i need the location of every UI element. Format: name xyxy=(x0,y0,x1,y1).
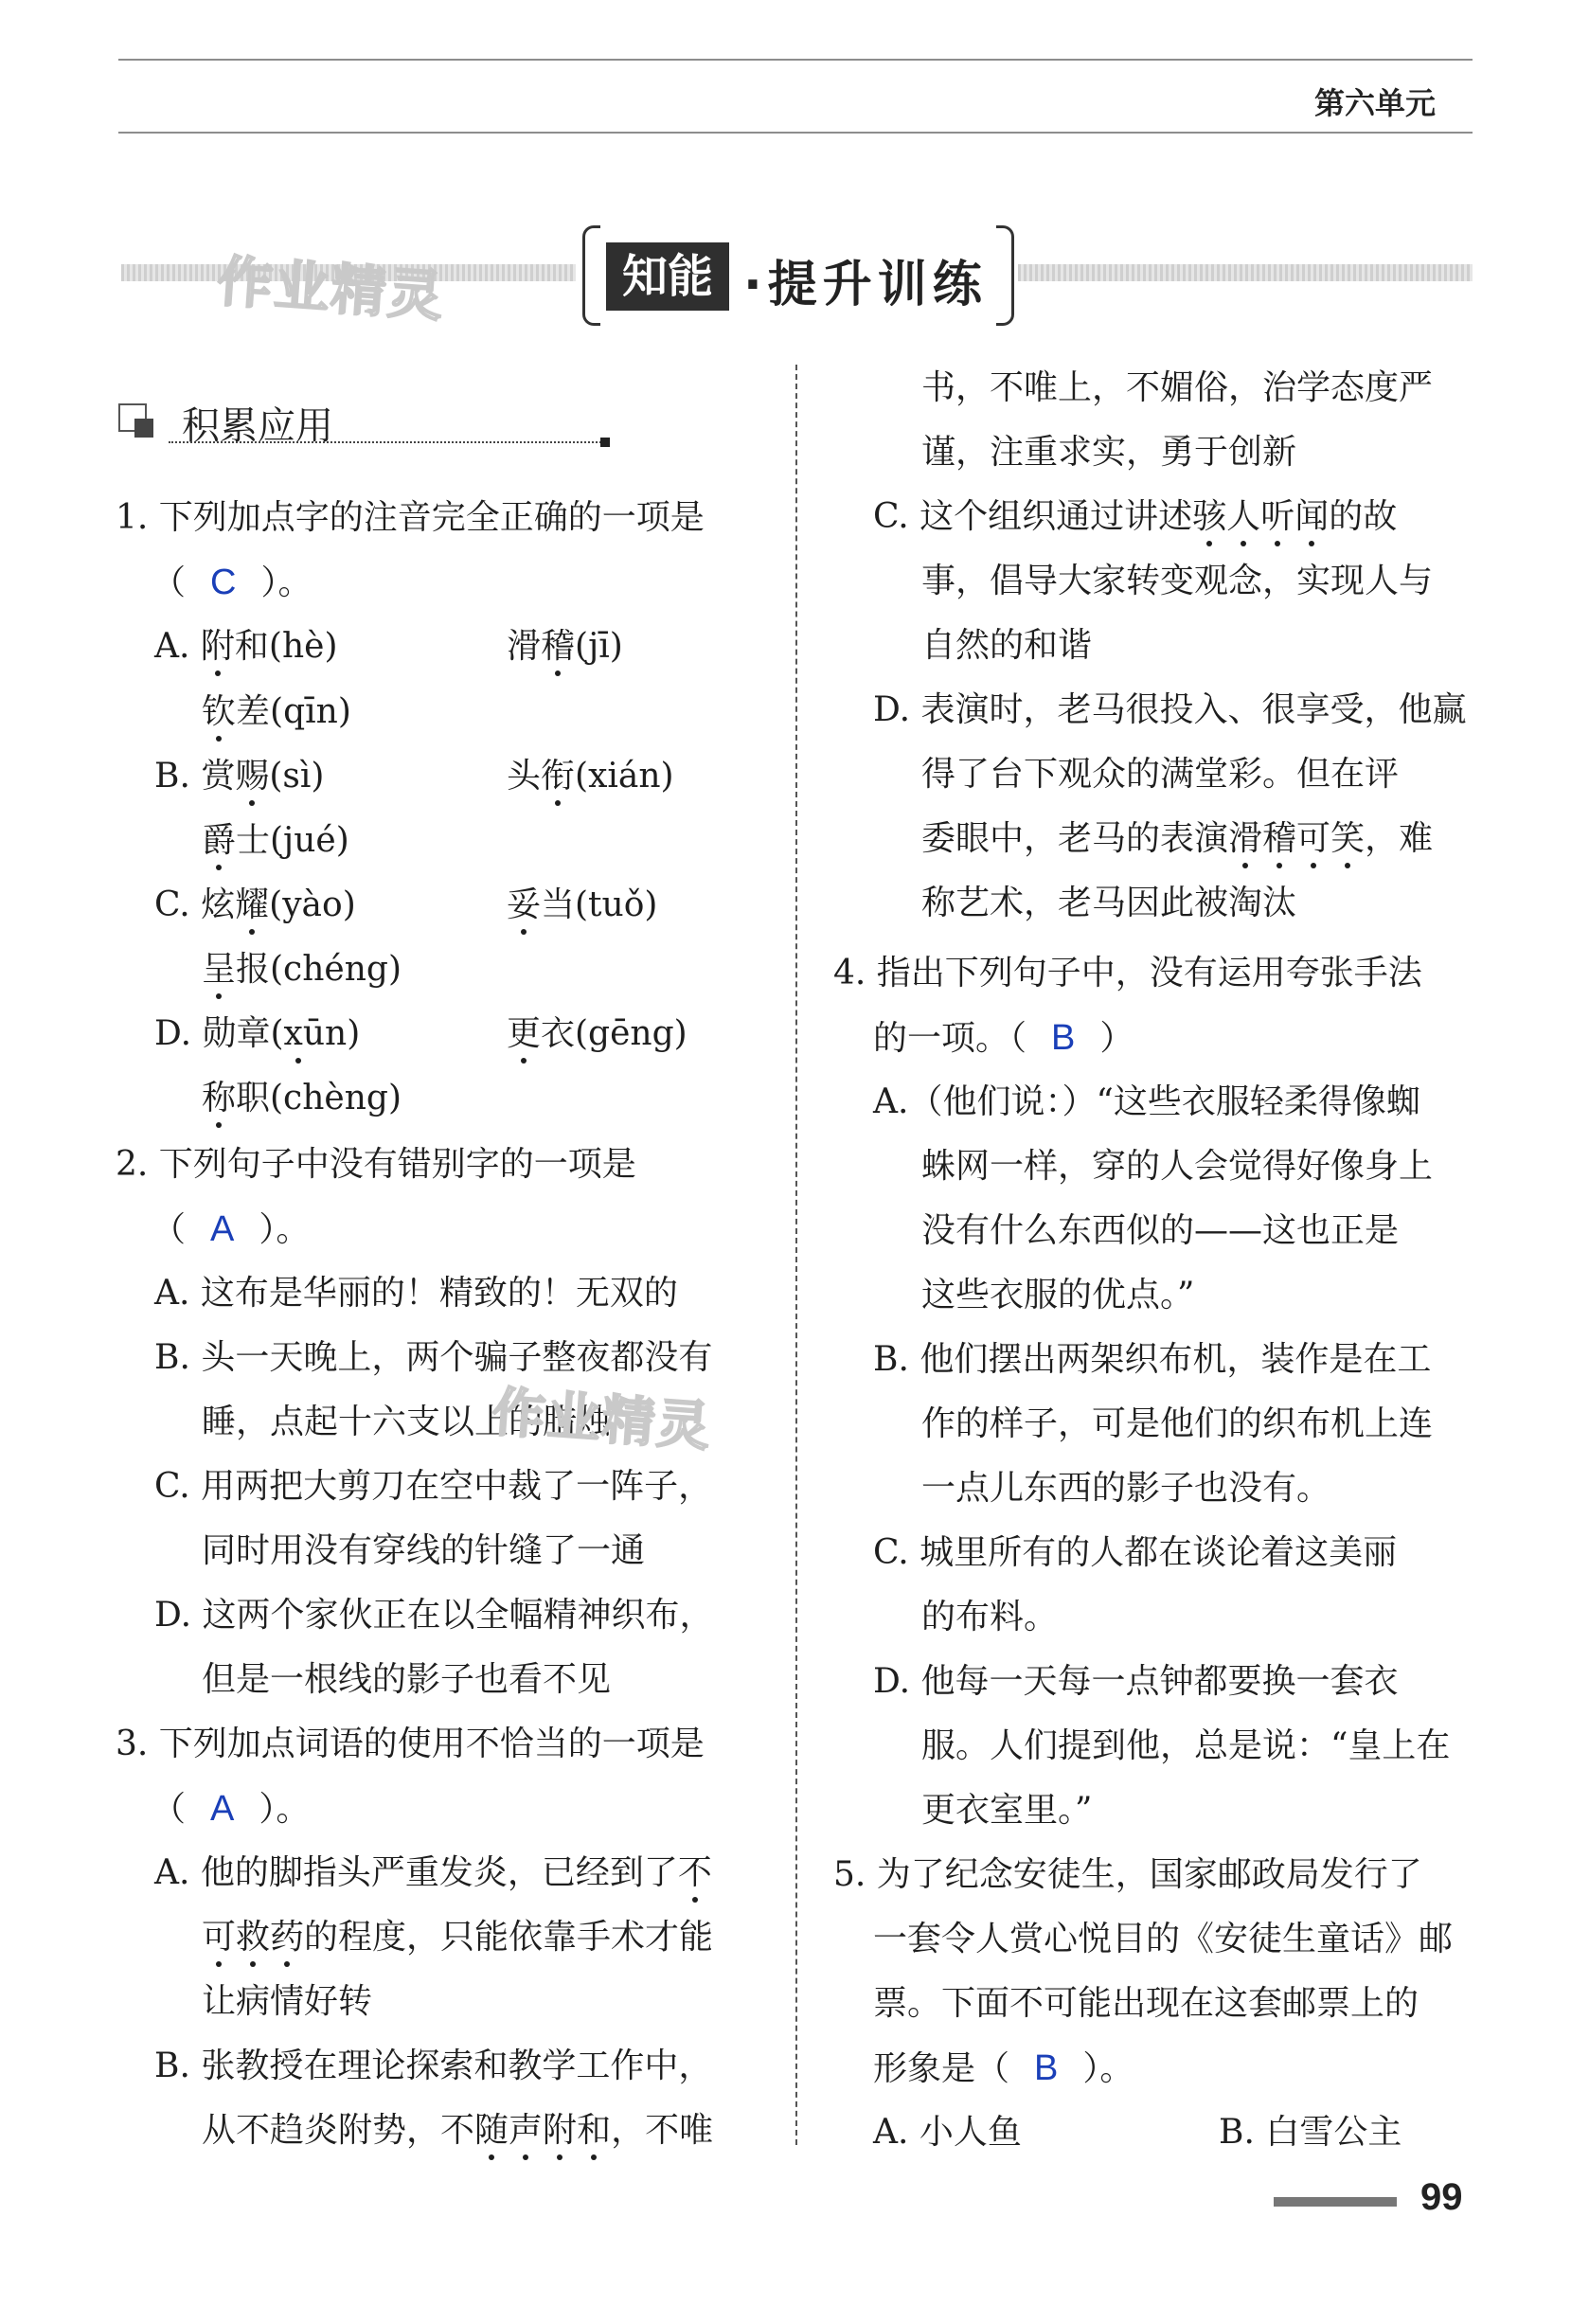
q5-option-b: B. 白雪公主 xyxy=(1219,2113,1402,2152)
q2-option-b-line2: 睡，点起十六支以上的腊烛 xyxy=(202,1403,612,1441)
q1-option-b: B. 赏赐(sì) xyxy=(154,753,324,800)
q3-answer: A xyxy=(210,1789,235,1829)
q1-option-c-word2: 妥当(tuǒ) xyxy=(507,882,657,929)
q4-option-c-line1: C. 城里所有的人都在谈论着这美丽 xyxy=(873,1533,1398,1572)
q5-answer: B xyxy=(1034,2048,1059,2088)
q5-stem-line2: 一套令人赏心悦目的《安徒生童话》邮 xyxy=(873,1920,1454,1958)
section-title: 积累应用 xyxy=(182,404,333,448)
section-underline xyxy=(169,441,604,443)
top-rule xyxy=(118,59,1473,61)
q2-stem: 2. 下列句子中没有错别字的一项是 xyxy=(116,1145,636,1184)
q3-option-a-line1: A. 他的脚指头严重发炎，已经到了不 xyxy=(154,1850,712,1897)
banner-bar-right xyxy=(1018,264,1473,281)
q5-option-a: A. 小人鱼 xyxy=(873,2113,1022,2152)
q3-answer-line: （ A ）。 xyxy=(152,1789,311,1829)
q4-stem-line2: 的一项。（ B ） xyxy=(873,1018,1134,1058)
q4-option-b-line1: B. 他们摆出两架织布机，装作是在工 xyxy=(873,1340,1432,1379)
q1-option-d: D. 勋章(xūn) xyxy=(154,1010,360,1058)
q4-stem-line1: 4. 指出下列句子中，没有运用夸张手法 xyxy=(833,954,1422,992)
q4-option-c-line2: 的布料。 xyxy=(921,1598,1059,1636)
watermark-logo-2: 作业精灵 xyxy=(490,1381,714,1459)
q4-option-d-line3: 更衣室里。” xyxy=(921,1791,1093,1830)
q1-option-a-word2: 滑稽(jī) xyxy=(507,623,623,670)
q5-stem-line1: 5. 为了纪念安徒生，国家邮政局发行了 xyxy=(833,1855,1422,1894)
q1-answer: C xyxy=(210,563,237,602)
q4-answer: B xyxy=(1051,1018,1076,1058)
q1-option-b-word2: 头衔(xián) xyxy=(507,753,674,800)
q3-option-a-line2: 可救药的程度，只能依靠手术才能 xyxy=(202,1914,713,1961)
q1-option-d-word2: 更衣(gēng) xyxy=(507,1010,687,1058)
watermark-logo: 作业精灵 xyxy=(215,248,447,330)
q3-stem: 3. 下列加点词语的使用不恰当的一项是 xyxy=(116,1725,705,1763)
q3-option-a-line3: 让病情好转 xyxy=(202,1982,373,2021)
q3-option-b-line4: 谨，注重求实，勇于创新 xyxy=(921,433,1297,472)
q3-option-c-line1: C. 这个组织通过讲述骇人听闻的故 xyxy=(873,493,1397,541)
q3-option-b-line3: 书，不唯上，不媚俗，治学态度严 xyxy=(921,368,1434,407)
q1-answer-line: （ C ）。 xyxy=(152,563,312,602)
q4-option-b-line3: 一点儿东西的影子也没有。 xyxy=(921,1469,1331,1508)
q2-option-b-line1: B. 头一天晚上，两个骗子整夜都没有 xyxy=(154,1338,713,1377)
footer-bar xyxy=(1274,2197,1397,2207)
header-rule xyxy=(118,132,1473,134)
q4-option-a-line3: 没有什么东西似的——这也正是 xyxy=(921,1211,1400,1250)
banner-title: ·提升训练 xyxy=(743,257,988,313)
q2-option-c-line1: C. 用两把大剪刀在空中裁了一阵子， xyxy=(154,1467,713,1506)
q1-option-c-word3: 呈报(chéng) xyxy=(202,946,402,993)
q1-option-a-word3: 钦差(qīn) xyxy=(202,688,351,736)
q3-option-b-line2: 从不趋炎附势，不随声附和，不唯 xyxy=(202,2107,713,2154)
q2-option-c-line2: 同时用没有穿线的针缝了一通 xyxy=(202,1531,646,1570)
q3-option-c-line2: 事，倡导大家转变观念，实现人与 xyxy=(921,562,1434,600)
q3-option-b-line1: B. 张教授在理论探索和教学工作中， xyxy=(154,2047,713,2085)
q4-option-d-line2: 服。人们提到他，总是说：“皇上在 xyxy=(921,1726,1451,1765)
section-underline-end xyxy=(600,438,610,447)
q2-option-d-line1: D. 这两个家伙正在以全幅精神织布， xyxy=(154,1596,714,1635)
q3-option-c-line3: 自然的和谐 xyxy=(921,626,1093,665)
q5-stem-line3: 票。下面不可能出现在这套邮票上的 xyxy=(873,1984,1419,2023)
section-icon-fill xyxy=(134,419,153,438)
banner-tag: 知能 xyxy=(606,242,729,311)
q4-option-a-line2: 蛛网一样，穿的人会觉得好像身上 xyxy=(921,1147,1434,1186)
banner-bracket-right xyxy=(996,225,1014,326)
q2-option-a: A. 这布是华丽的！精致的！无双的 xyxy=(154,1274,678,1313)
q1-option-d-word3: 称职(chèng) xyxy=(202,1075,402,1122)
q5-stem-line4: 形象是（ B ）。 xyxy=(873,2048,1134,2088)
q2-answer: A xyxy=(210,1209,235,1249)
banner-bracket-left xyxy=(582,225,600,326)
q4-option-a-line4: 这些衣服的优点。” xyxy=(921,1276,1195,1314)
page-number: 99 xyxy=(1420,2176,1463,2218)
q4-option-d-line1: D. 他每一天每一点钟都要换一套衣 xyxy=(873,1662,1399,1701)
unit-label: 第六单元 xyxy=(1313,85,1436,121)
q1-stem: 1. 下列加点字的注音完全正确的一项是 xyxy=(116,498,705,537)
q3-option-d-line4: 称艺术，老马因此被淘汰 xyxy=(921,884,1297,922)
q4-option-a-line1: A.（他们说：）“这些衣服轻柔得像蜘 xyxy=(873,1082,1420,1121)
column-divider xyxy=(795,365,797,2145)
q1-option-a: A. 附和(hè) xyxy=(154,623,338,670)
q4-option-b-line2: 作的样子，可是他们的织布机上连 xyxy=(921,1404,1434,1443)
q3-option-d-line1: D. 表演时，老马很投入、很享受，他赢 xyxy=(873,690,1467,729)
q2-answer-line: （ A ）。 xyxy=(152,1209,311,1249)
q3-option-d-line2: 得了台下观众的满堂彩。但在评 xyxy=(921,755,1400,794)
q2-option-d-line2: 但是一根线的影子也看不见 xyxy=(202,1660,612,1699)
q1-option-b-word3: 爵士(jué) xyxy=(202,817,349,865)
q1-option-c: C. 炫耀(yào) xyxy=(154,882,356,929)
q3-option-d-line3: 委眼中，老马的表演滑稽可笑，难 xyxy=(921,815,1433,863)
